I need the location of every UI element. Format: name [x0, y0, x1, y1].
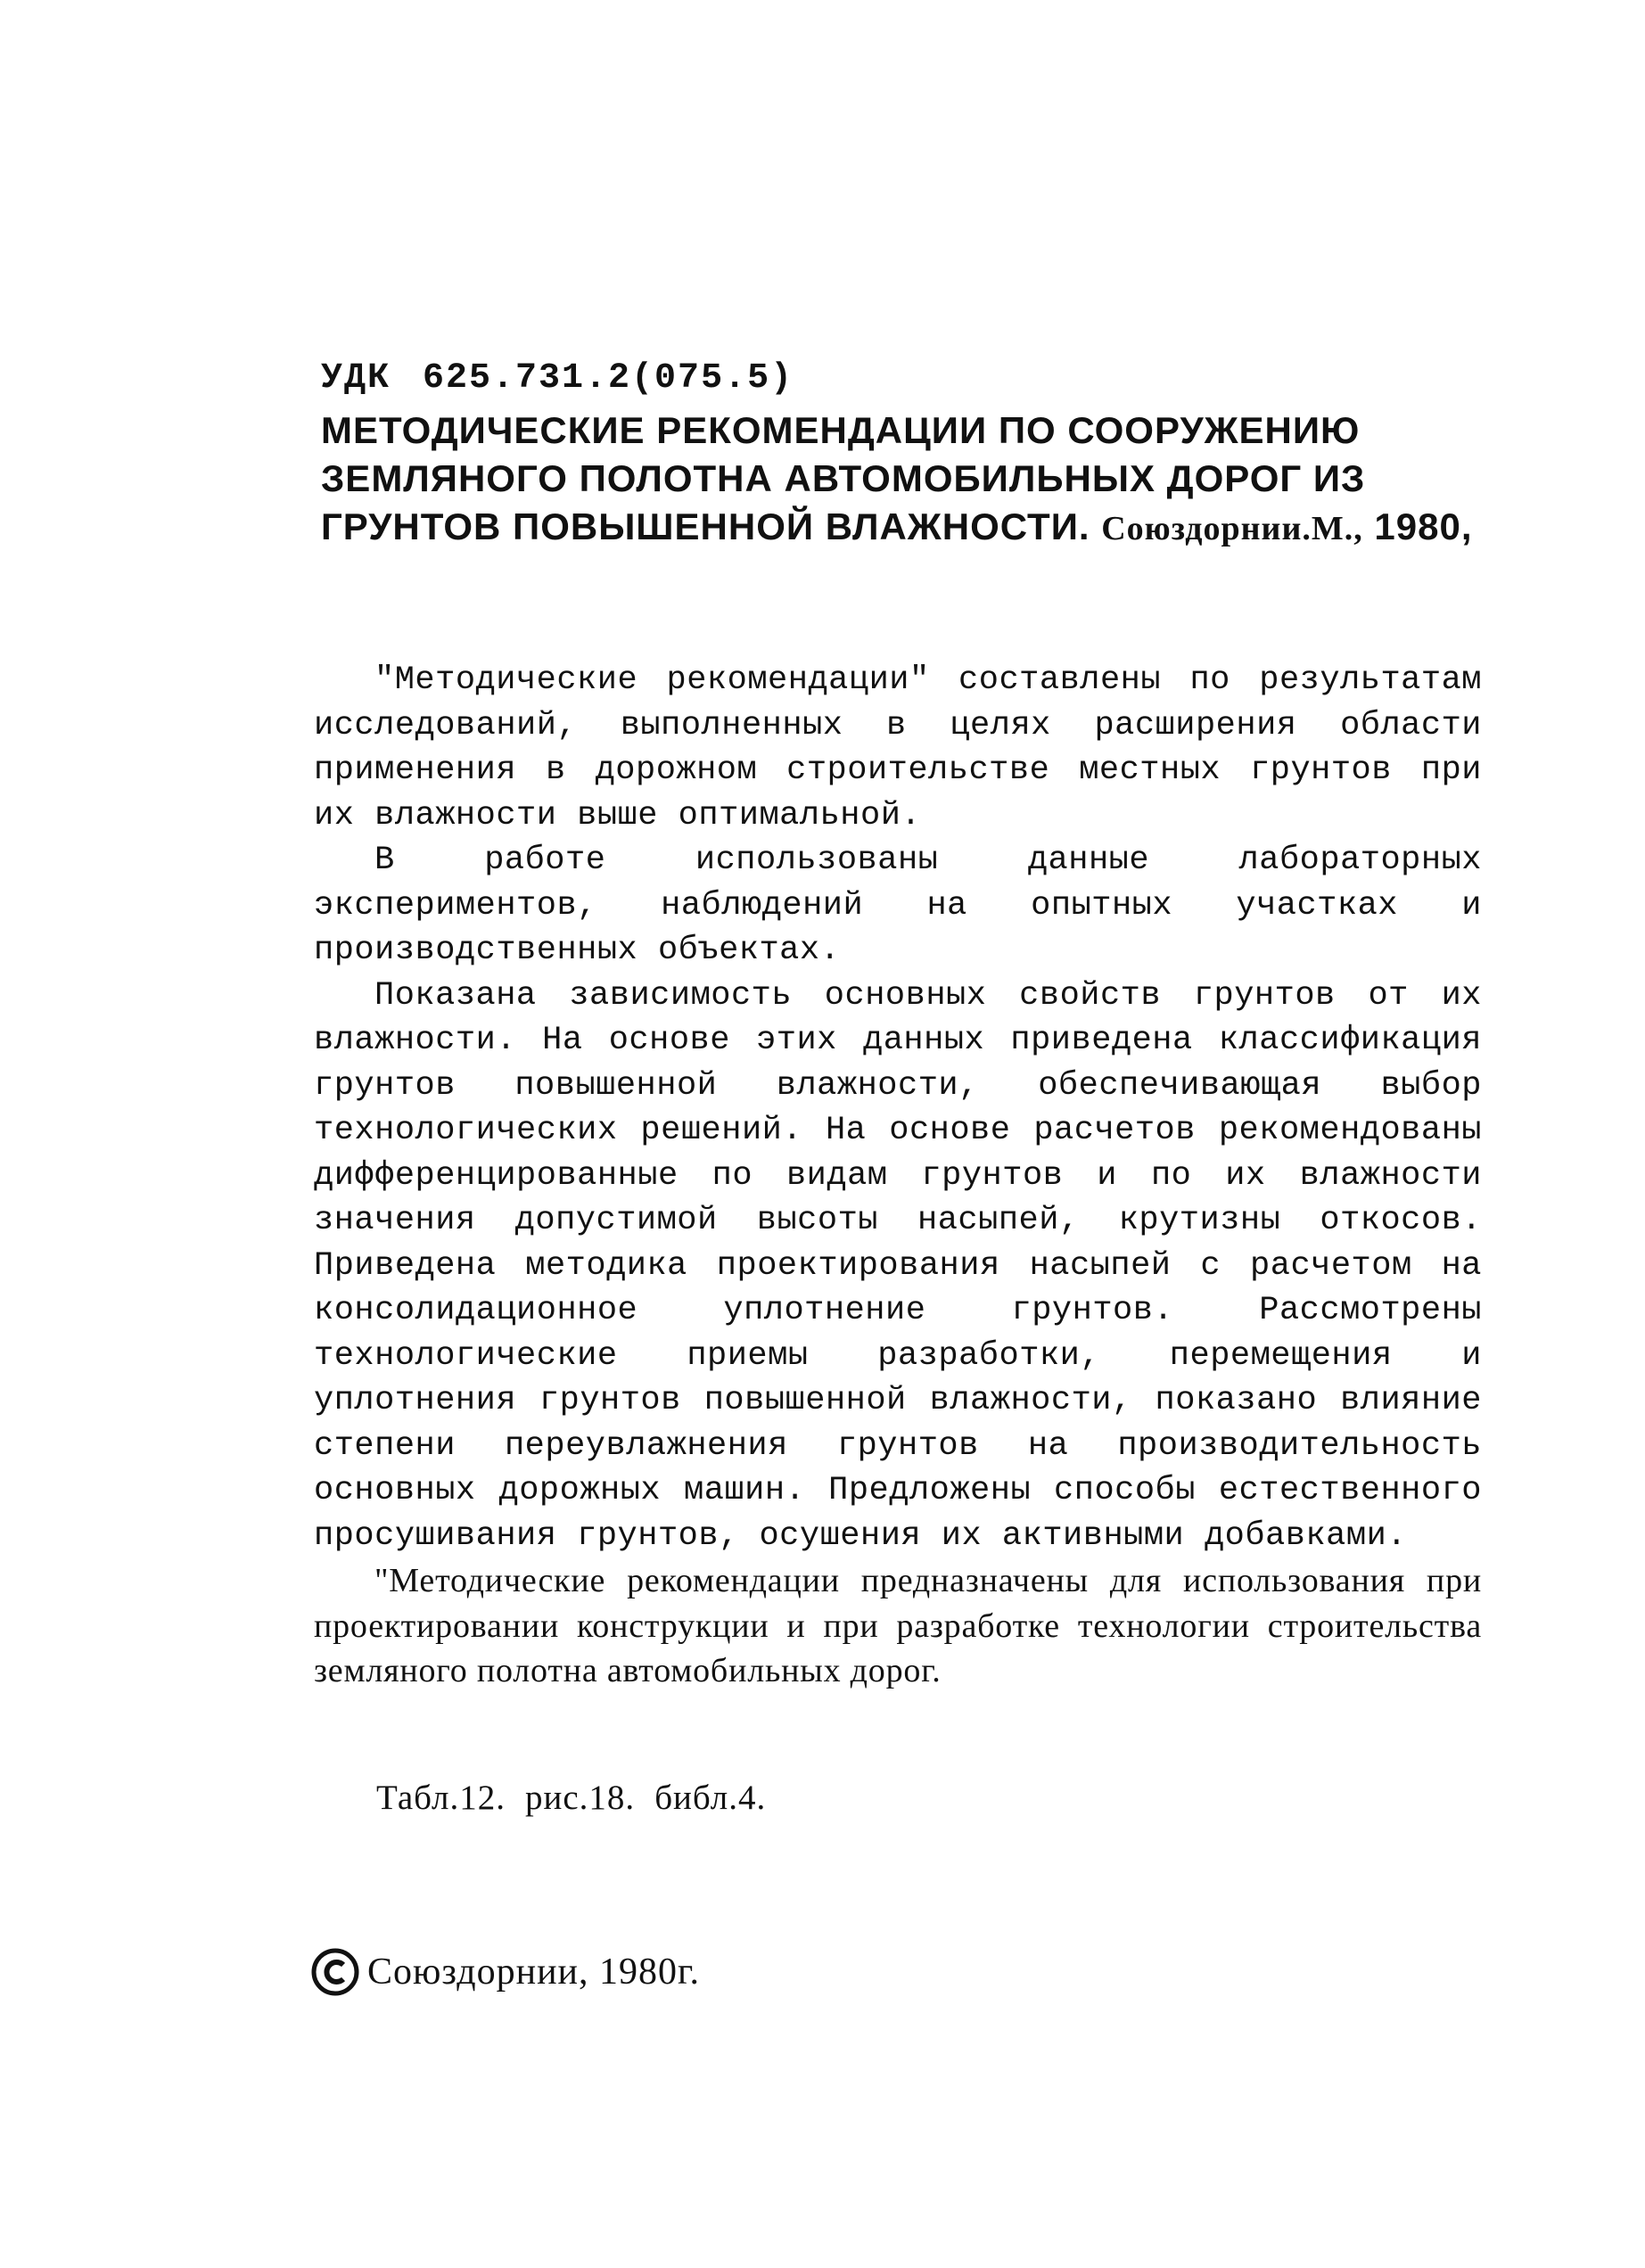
udk-code: 625.731.2(075.5) — [423, 358, 794, 399]
udk-line — [321, 358, 794, 399]
title-text: МЕТОДИЧЕСКИЕ РЕКОМЕНДАЦИИ ПО СООРУЖЕНИЮ ЗЕМЛЯНОГО ПОЛОТНА АВТОМОБИЛЬНЫХ ДОРОГ ИЗ ГРУНТОВ ПОВЫШЕННОЙ ВЛАЖНОСТИ. — [321, 409, 1366, 547]
abstract-body — [314, 658, 1482, 1694]
abstract-paragraph-1: "Методические рекомендации" составлены по результатам исследований, выполненных в целях расширения области применения в дорожном строительстве местных грунтов при их влажности выше оптимальной. — [314, 662, 1482, 834]
stats-figures: рис.18. — [525, 1779, 636, 1817]
abstract-paragraph-4: "Методические рекомендации предназначены для использования при проектировании конструкции и при разработке технологии строительства земляного полотна автомобильных дорог. — [314, 1562, 1482, 1689]
udk-label: УДК — [321, 358, 391, 399]
copyright-text: Союздорнии, 1980г. — [367, 1952, 701, 1993]
copyright-line — [310, 1947, 700, 1997]
abstract-paragraph-3: Показана зависимость основных свойств грунтов от их влажности. На основе этих данных приведена классификация грунтов повышенной влажности, обеспечивающая выбор технологических решений. На основе расчетов рекомендованы дифференцированные по видам грунтов и по их влажности значения допустимой высоты насыпей, крутизны откосов. Приведена методика проектирования насыпей с расчетом на консолидационное уплотнение грунтов. Рассмотрены технологические приемы разработки, перемещения и уплотнения грунтов повышенной влажности, показано влияние степени переувлажнения грунтов на производительность основных дорожных машин. Предложены способы естественного просушивания грунтов, осушения их активными добавками. — [314, 976, 1482, 1555]
abstract-paragraph-2: В работе использованы данные лабораторных экспериментов, наблюдений на опытных участках и производственных объектах. — [314, 842, 1482, 969]
document-title — [321, 407, 1516, 553]
copyright-icon — [310, 1947, 360, 1997]
title-year: 1980, — [1374, 505, 1473, 547]
stats-bibliography: библ.4. — [654, 1779, 767, 1817]
stats-tables: Табл.12. — [376, 1779, 506, 1817]
publication-stats — [376, 1778, 785, 1818]
title-publisher: Союздорнии.М., — [1101, 510, 1363, 547]
